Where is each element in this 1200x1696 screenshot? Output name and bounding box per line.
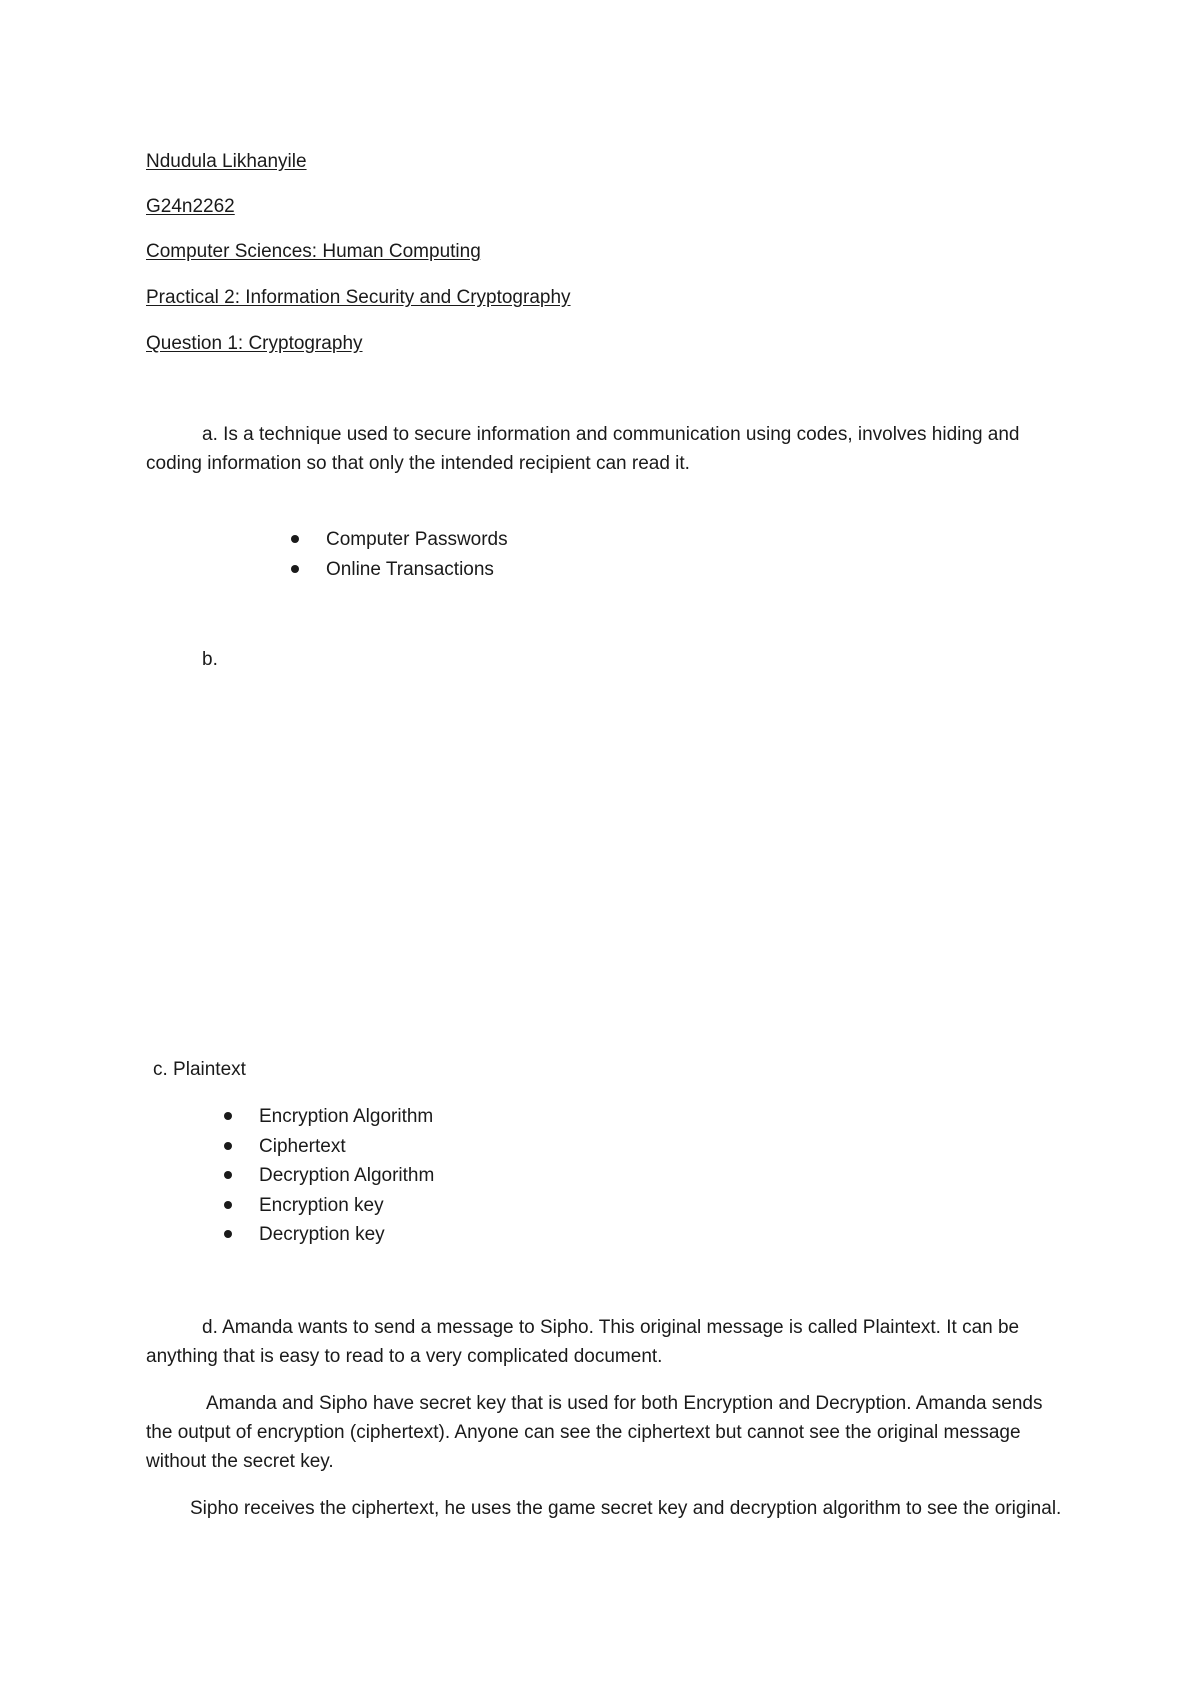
question-title: Question 1: Cryptography <box>146 333 363 354</box>
bullet-icon <box>224 1230 232 1238</box>
list-item <box>259 1220 434 1250</box>
student-name: Ndudula Likhanyile <box>146 151 307 172</box>
list-item <box>326 525 508 555</box>
list-item-text: Encryption key <box>259 1194 384 1216</box>
bullet-icon <box>224 1171 232 1179</box>
answer-d-paragraph-1: d. Amanda wants to send a message to Sipho. This original message is called Plaintext. It can be anything that is easy to read to a very complicated document. <box>146 1317 1020 1367</box>
list-item <box>259 1161 434 1191</box>
answer-d-paragraph-2: Amanda and Sipho have secret key that is used for both Encryption and Decryption. Amanda sends the output of encryption (ciphertext). Anyone can see the ciphertext but cannot see the original message without the secret key. <box>146 1393 1043 1472</box>
bullet-icon <box>291 565 299 573</box>
list-item-text: Online Transactions <box>326 558 494 580</box>
student-number: G24n2262 <box>146 196 235 217</box>
list-item-text: Ciphertext <box>259 1135 346 1157</box>
bullet-icon <box>224 1142 232 1150</box>
list-item-text: Decryption Algorithm <box>259 1165 435 1186</box>
answer-b-label: b. <box>202 649 218 670</box>
answer-c-items <box>259 1102 434 1250</box>
practical-title: Practical 2: Information Security and Cryptography <box>146 287 571 308</box>
list-item <box>326 555 508 585</box>
list-item <box>259 1191 434 1221</box>
bullet-icon <box>224 1112 232 1120</box>
list-item <box>259 1132 434 1162</box>
answer-d-paragraph-3: Sipho receives the ciphertext, he uses the game secret key and decryption algorithm to see the original. <box>190 1498 1062 1519</box>
list-item-text: Computer Passwords <box>326 529 508 550</box>
list-item-text: Decryption key <box>259 1224 385 1245</box>
course-title: Computer Sciences: Human Computing <box>146 241 481 262</box>
answer-a-examples <box>326 525 508 584</box>
list-item <box>259 1102 434 1132</box>
list-item-text: Encryption Algorithm <box>259 1106 434 1127</box>
bullet-icon <box>291 535 299 543</box>
answer-c-label: c. Plaintext <box>153 1059 246 1080</box>
answer-a-text: a. Is a technique used to secure information and communication using codes, involves hiding and coding information so that only the intended recipient can read it. <box>146 424 1020 474</box>
bullet-icon <box>224 1201 232 1209</box>
